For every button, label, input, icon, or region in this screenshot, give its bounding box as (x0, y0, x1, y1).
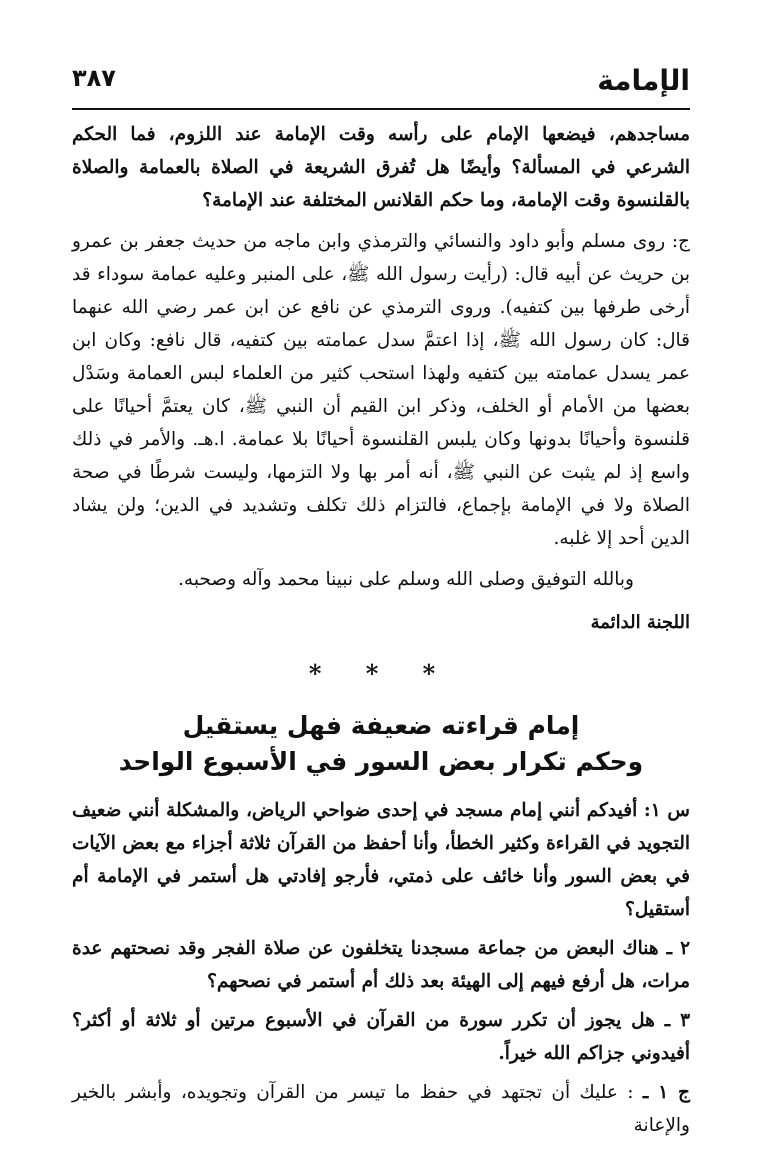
question-3: ٣ ـ هل يجوز أن تكرر سورة من القرآن في الأسبوع مرتين أو ثلاثة أو أكثر؟ أفيدوني جزاكم الله خيراً. (72, 1010, 690, 1064)
answer-1-text: : عليك أن تجتهد في حفظ ما تيسر من القرآن وتجويده، وأبشر بالخير والإعانة (72, 1082, 690, 1136)
question-1-text: أفيدكم أنني إمام مسجد في إحدى ضواحي الرياض، والمشكلة أنني ضعيف التجويد في القراءة وكثير الخطأ، وأنا أحفظ من القرآن ثلاثة أجزاء مع بعض الآيات في بعض السور وأنا خائف على ذمتي، فأرجو إفادتي هل أستمر في الإمامة أم أستقيل؟ (72, 800, 690, 920)
answer-1-prefix: ج ١ ـ (642, 1082, 690, 1103)
page-number: ٣٨٧ (72, 64, 116, 92)
question-2: ٢ ـ هناك البعض من جماعة مسجدنا يتخلفون عن صلاة الفجر وقد نصحتهم عدة مرات، هل أرفع فيهم إلى الهيئة بعد ذلك أم أستمر في نصحهم؟ (72, 938, 690, 992)
answer-1 (72, 1076, 690, 1142)
signature: اللجنة الدائمة (590, 612, 690, 633)
answer-paragraph: ج: روى مسلم وأبو داود والنسائي والترمذي وابن ماجه من حديث جعفر بن عمرو بن حريث عن أبيه قال: (رأيت رسول الله ﷺ، على المنبر وعليه عمامة سوداء قد أرخى طرفها بين كتفيه). وروى الترمذي عن نافع عن ابن عمر رضي الله عنهما قال: كان رسول الله ﷺ، إذا اعتمَّ سدل عمامته بين كتفيه، قال نافع: وكان ابن عمر يسدل عمامته بين كتفيه ولهذا استحب كثير من العلماء لبس العمامة وسَدْل بعضها من الأمام أو الخلف، وذكر ابن القيم أن النبي ﷺ، كان يعتمَّ أحيانًا على قلنسوة وأحيانًا بدونها وكان يلبس القلنسوة أحيانًا بلا عمامة. ا.هـ. والأمر في ذلك واسع إذ لم يثبت عن النبي ﷺ، أنه أمر بها ولا التزمها، وليست شرطًا في صحة الصلاة ولا في الإمامة بإجماع، فالتزام ذلك تكلف وتشديد في الدين؛ ولن يشاد الدين أحد إلا غلبه. (72, 231, 690, 549)
page-header (72, 58, 690, 110)
closing-line: وبالله التوفيق وصلى الله وسلم على نبينا محمد وآله وصحبه. (178, 569, 634, 590)
question-1 (72, 794, 690, 926)
page-content (72, 118, 690, 1150)
section-subtitle: وحكم تكرار بعض السور في الأسبوع الواحد (118, 747, 644, 776)
question-continuation: مساجدهم، فيضعها الإمام على رأسه وقت الإمامة عند اللزوم، فما الحكم الشرعي في المسألة؟ وأيضًا هل تُفرق الشريعة في الصلاة بالعمامة والصلاة بالقلنسوة وقت الإمامة، وما حكم القلانس المختلفة عند الإمامة؟ (72, 124, 690, 211)
section-separator: * * * (308, 659, 454, 688)
question-1-prefix: س ١: (643, 800, 690, 821)
section-title: إمام قراءته ضعيفة فهل يستقيل (182, 711, 580, 740)
running-title: الإمامة (597, 64, 690, 97)
